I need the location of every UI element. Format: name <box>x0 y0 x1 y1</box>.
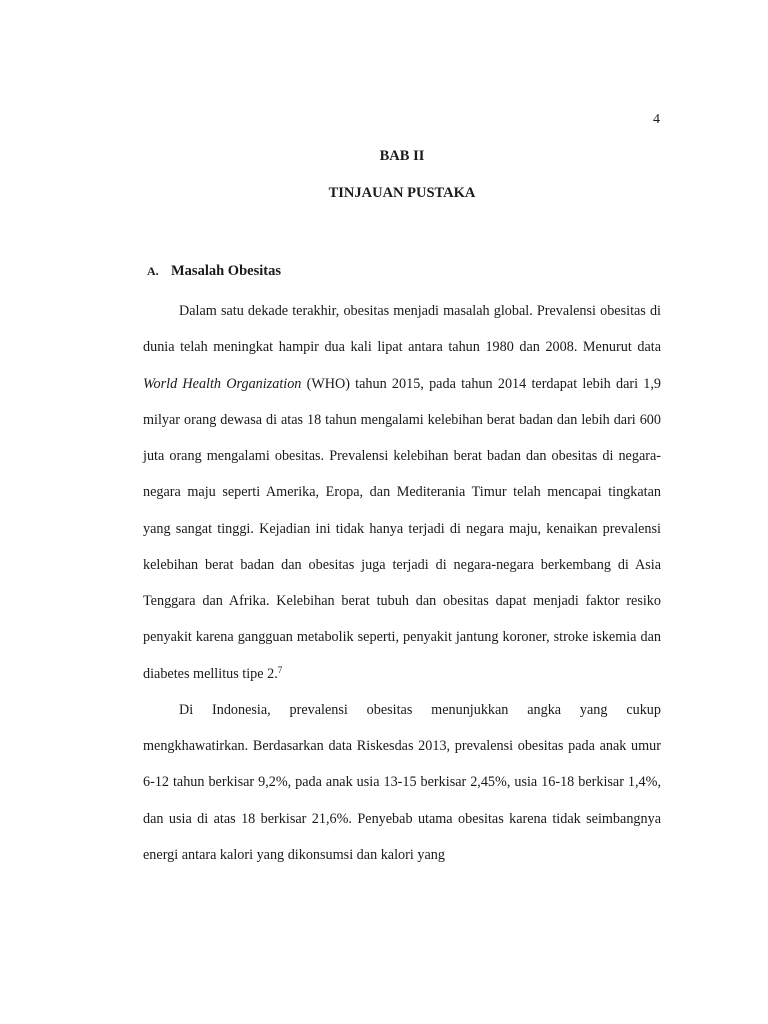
section-heading <box>147 262 281 280</box>
paragraph-1-text-before: Dalam satu dekade terakhir, obesitas menjadi masalah global. Prevalensi obesitas di dunia telah meningkat hampir dua kali lipat antara tahun 1980 dan 2008. Menurut data <box>143 303 661 356</box>
citation-superscript: 7 <box>277 664 283 675</box>
organization-name: World Health Organization <box>143 375 302 392</box>
paragraph-1 <box>143 293 661 692</box>
body-text <box>143 293 661 873</box>
section-title: Masalah Obesitas <box>171 263 281 279</box>
chapter-title: TINJAUAN PUSTAKA <box>328 185 476 201</box>
paragraph-2: Di Indonesia, prevalensi obesitas menunjukkan angka yang cukup mengkhawatirkan. Berdasarkan data Riskesdas 2013, prevalensi obesitas pada anak umur 6-12 tahun berkisar 9,2%, pada anak usia 13-15 berkisar 2,45%, usia 16-18 berkisar 1,4%, dan usia di atas 18 berkisar 21,6%. Penyebab utama obesitas karena tidak seimbangnya energi antara kalori yang dikonsumsi dan kalori yang <box>143 701 661 863</box>
chapter-heading: BAB II <box>379 148 425 164</box>
page-number: 4 <box>653 112 660 127</box>
paragraph-1-text-after: (WHO) tahun 2015, pada tahun 2014 terdapat lebih dari 1,9 milyar orang dewasa di atas 18 tahun mengalami kelebihan berat badan dan lebih dari 600 juta orang mengalami obesitas. Prevalensi kelebihan berat badan dan obesitas di negara-negara maju seperti Amerika, Eropa, dan Mediterania Timur telah mencapai tingkatan yang sangat tinggi. Kejadian ini tidak hanya terjadi di negara maju, kenaikan prevalensi kelebihan berat badan dan obesitas juga terjadi di negara-negara berkembang di Asia Tenggara dan Afrika. Kelebihan berat tubuh dan obesitas dapat menjadi faktor resiko penyakit karena gangguan metabolik seperti, penyakit jantung koroner, stroke iskemia dan diabetes mellitus tipe 2. <box>143 375 661 682</box>
section-letter: A. <box>147 264 159 278</box>
